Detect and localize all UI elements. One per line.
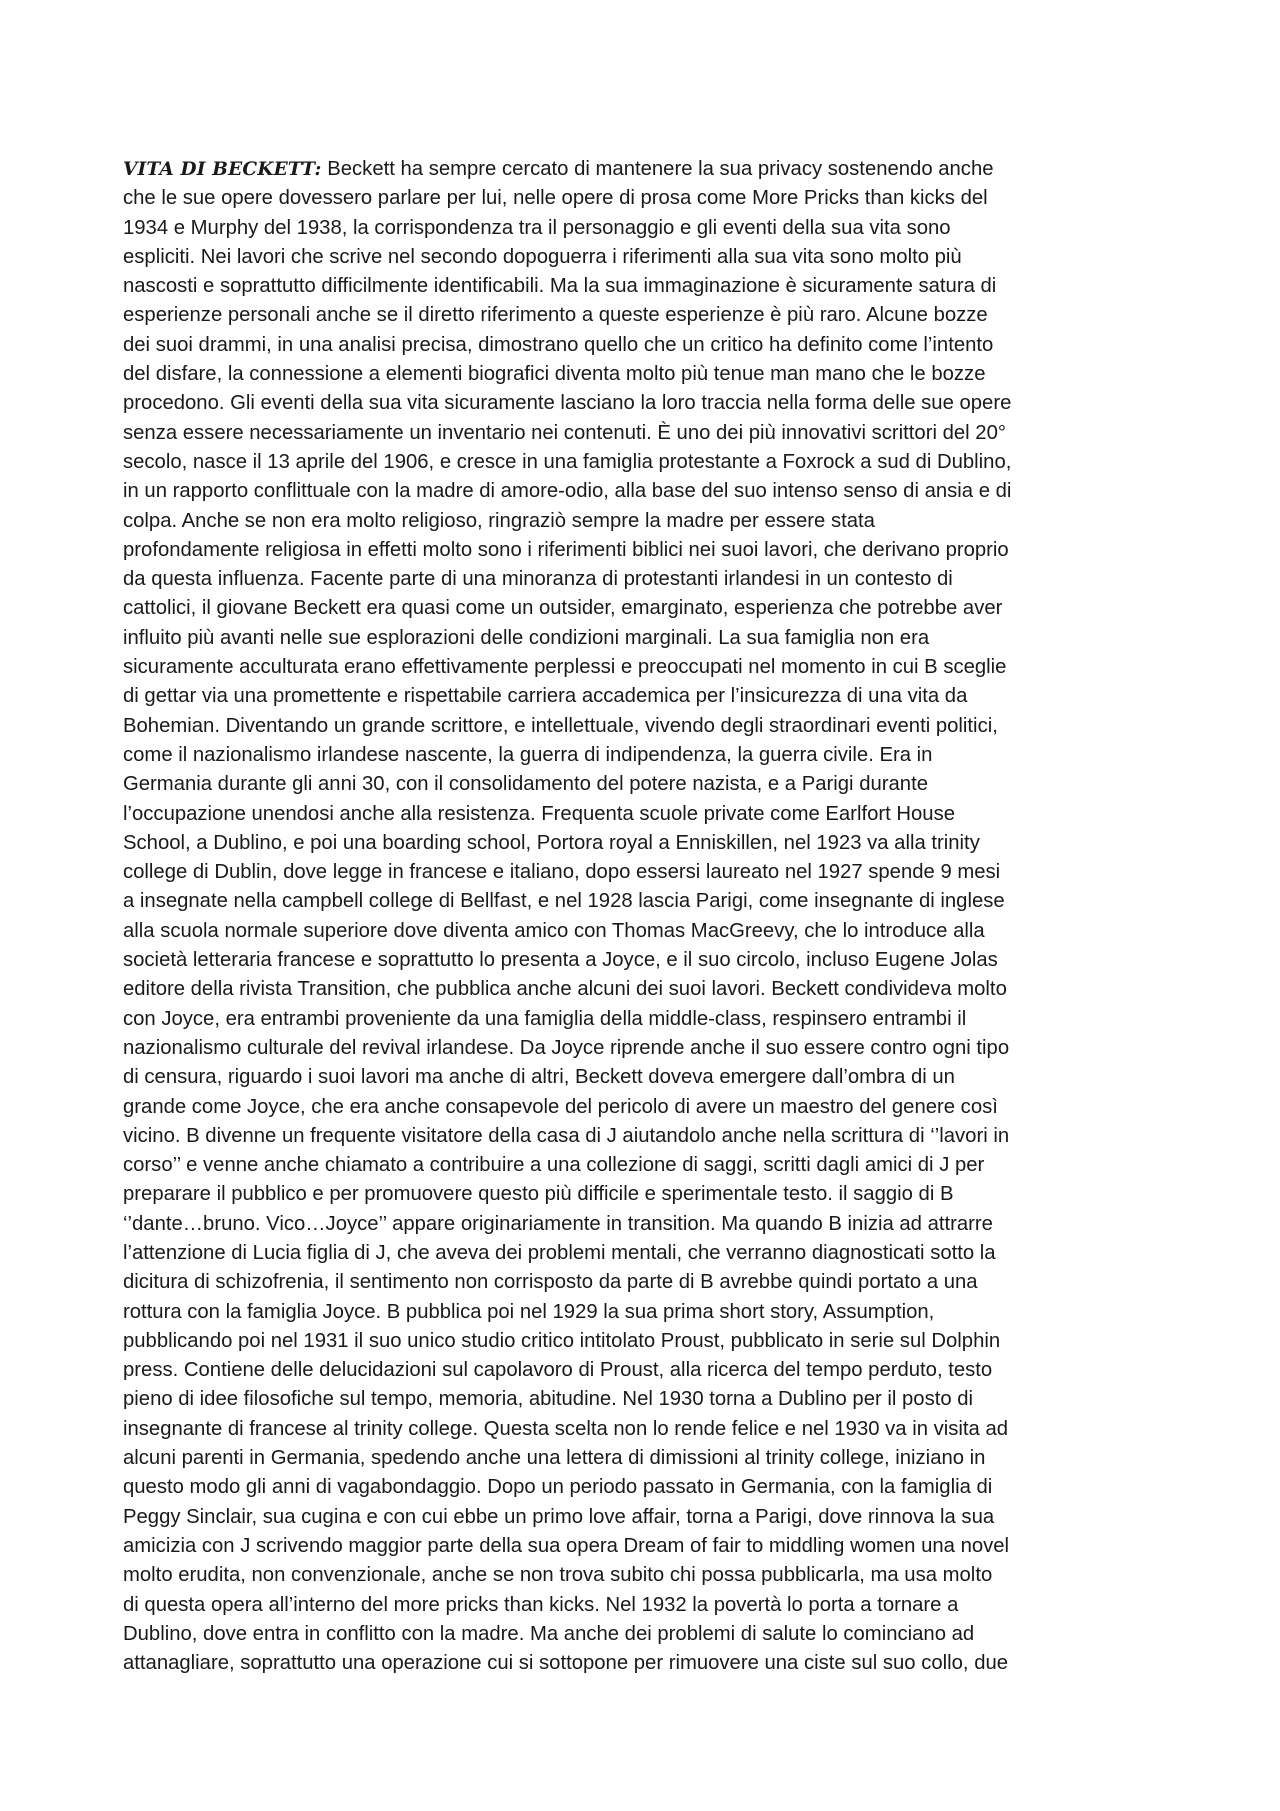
text-line: cattolici, il giovane Beckett era quasi come un outsider, emarginato, esperienza che potrebbe aver [123, 597, 1003, 620]
body-text [123, 155, 1171, 1678]
text-line: Germania durante gli anni 30, con il consolidamento del potere nazista, e a Parigi durante [123, 773, 928, 796]
text-line: amicizia con J scrivendo maggior parte della sua opera Dream of fair to middling women una novel [123, 1534, 1010, 1557]
first-line [123, 155, 1171, 184]
text-line: alla scuola normale superiore dove diventa amico con Thomas MacGreevy, che lo introduce alla [123, 919, 985, 942]
text-line: School, a Dublino, e poi una boarding school, Portora royal a Enniskillen, nel 1923 va alla trinity [123, 831, 980, 854]
text-line: alcuni parenti in Germania, spedendo anche una lettera di dimissioni al trinity college, iniziano in [123, 1447, 986, 1470]
text-line: colpa. Anche se non era molto religioso, ringraziò sempre la madre per essere stata [123, 509, 875, 532]
text-line: in un rapporto conflittuale con la madre di amore-odio, alla base del suo intenso senso di ansia e di [123, 480, 1012, 503]
text-line: rottura con la famiglia Joyce. B pubblica poi nel 1929 la sua prima short story, Assumption, [123, 1300, 935, 1323]
text-line: influito più avanti nelle sue esplorazioni delle condizioni marginali. La sua famiglia non era [123, 626, 930, 649]
text-line: questo modo gli anni di vagabondaggio. Dopo un periodo passato in Germania, con la famiglia di [123, 1476, 993, 1499]
text-line: press. Contiene delle delucidazioni sul capolavoro di Proust, alla ricerca del tempo perduto, testo [123, 1359, 993, 1382]
text-line: Dublino, dove entra in conflitto con la madre. Ma anche dei problemi di salute lo cominciano ad [123, 1622, 975, 1645]
text-line: con Joyce, era entrambi proveniente da una famiglia della middle-class, respinsero entrambi il [123, 1007, 967, 1030]
text-line: l’attenzione di Lucia figlia di J, che aveva dei problemi mentali, che verranno diagnosticati sotto la [123, 1241, 996, 1264]
text-line: procedono. Gli eventi della sua vita sicuramente lasciano la loro traccia nella forma delle sue opere [123, 392, 1012, 415]
text-line: l’occupazione unendosi anche alla resistenza. Frequenta scuole private come Earlfort House [123, 802, 956, 825]
text-line: esperienze personali anche se il diretto riferimento a queste esperienze è più raro. Alcune bozze [123, 304, 988, 327]
text-line: espliciti. Nei lavori che scrive nel secondo dopoguerra i riferimenti alla sua vita sono molto più [123, 245, 962, 268]
text-line: dicitura di schizofrenia, il sentimento non corrisposto da parte di B avrebbe quindi portato a una [123, 1271, 978, 1294]
text-line: grande come Joyce, che era anche consapevole del pericolo di avere un maestro del genere così [123, 1095, 998, 1118]
text-line: che le sue opere dovessero parlare per lui, nelle opere di prosa come More Pricks than kicks del [123, 187, 988, 210]
text-line: dei suoi drammi, in una analisi precisa, dimostrano quello che un critico ha definito come l’intento [123, 333, 994, 356]
text-line: del disfare, la connessione a elementi biografici diventa molto più tenue man mano che le bozze [123, 363, 986, 386]
text-line: pieno di idee filosofiche sul tempo, memoria, abitudine. Nel 1930 torna a Dublino per il posto di [123, 1388, 974, 1411]
section-heading: VITA DI BECKETT: [123, 159, 322, 180]
text-line: come il nazionalismo irlandese nascente, la guerra di indipendenza, la guerra civile. Era in [123, 743, 933, 766]
text-line: 1934 e Murphy del 1938, la corrispondenza tra il personaggio e gli eventi della sua vita sono [123, 216, 951, 239]
text-line: preparare il pubblico e per promuovere questo più difficile e sperimentale testo. il saggio di B [123, 1183, 954, 1206]
text-line: insegnante di francese al trinity college. Questa scelta non lo rende felice e nel 1930 va in visita ad [123, 1417, 1009, 1440]
text-line: nazionalismo culturale del revival irlandese. Da Joyce riprende anche il suo essere contro ogni tipo [123, 1036, 1010, 1059]
text-line: a insegnate nella campbell college di Bellfast, e nel 1928 lascia Parigi, come insegnante di inglese [123, 890, 1005, 913]
text-line: di gettar via una promettente e rispettabile carriera accademica per l’insicurezza di una vita da [123, 685, 968, 708]
text-line: da questa influenza. Facente parte di una minoranza di protestanti irlandesi in un contesto di [123, 568, 953, 591]
text-line: secolo, nasce il 13 aprile del 1906, e cresce in una famiglia protestante a Foxrock a sud di Dublino, [123, 450, 1012, 473]
text-line: società letteraria francese e soprattutto lo presenta a Joyce, e il suo circolo, incluso Eugene Jolas [123, 949, 998, 972]
text-line: molto erudita, non convenzionale, anche se non trova subito chi possa pubblicarla, ma usa molto [123, 1564, 993, 1587]
text-line: sicuramente acculturata erano effettivamente perplessi e preoccupati nel momento in cui B sceglie [123, 656, 1007, 679]
text-line: vicino. B divenne un frequente visitatore della casa di J aiutandolo anche nella scrittura di ‘’lavori in [123, 1124, 1010, 1147]
text-line: Bohemian. Diventando un grande scrittore, e intellettuale, vivendo degli straordinari eventi politici, [123, 714, 998, 737]
text-line: nascosti e soprattutto difficilmente identificabili. Ma la sua immaginazione è sicuramente satura di [123, 275, 997, 298]
text-line: profondamente religiosa in effetti molto sono i riferimenti biblici nei suoi lavori, che derivano proprio [123, 538, 1009, 561]
text-line: college di Dublin, dove legge in francese e italiano, dopo essersi laureato nel 1927 spende 9 mesi [123, 861, 1001, 884]
text-line: editore della rivista Transition, che pubblica anche alcuni dei suoi lavori. Beckett condivideva molto [123, 978, 1007, 1001]
text-line: Peggy Sinclair, sua cugina e con cui ebbe un primo love affair, torna a Parigi, dove rinnova la sua [123, 1505, 995, 1528]
first-line-text: Beckett ha sempre cercato di mantenere la sua privacy sostenendo anche [321, 158, 994, 180]
text-line: di questa opera all’interno del more pricks than kicks. Nel 1932 la povertà lo porta a tornare a [123, 1593, 959, 1616]
text-line: pubblicando poi nel 1931 il suo unico studio critico intitolato Proust, pubblicato in serie sul Dolphin [123, 1329, 1001, 1352]
text-line: ‘’dante…bruno. Vico…Joyce’’ appare originariamente in transition. Ma quando B inizia ad attrarre [123, 1212, 993, 1235]
text-line: corso’’ e venne anche chiamato a contribuire a una collezione di saggi, scritti dagli amici di J per [123, 1154, 985, 1177]
text-line: senza essere necessariamente un inventario nei contenuti. È uno dei più innovativi scrittori del 20° [123, 421, 1006, 444]
text-line: di censura, riguardo i suoi lavori ma anche di altri, Beckett doveva emergere dall’ombra di un [123, 1066, 955, 1089]
text-line: attanagliare, soprattutto una operazione cui si sottopone per rimuovere una ciste sul suo collo, due [123, 1652, 1009, 1675]
